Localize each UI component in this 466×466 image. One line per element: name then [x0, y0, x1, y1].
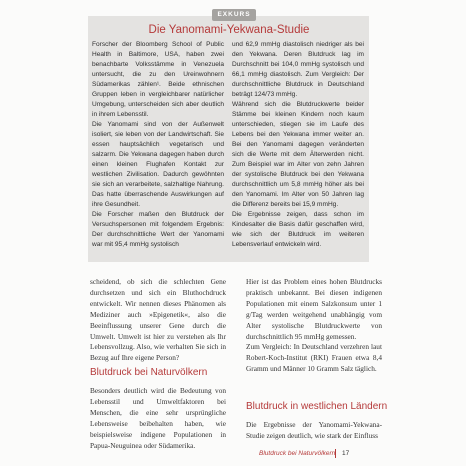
section-heading-westliche-laender: Blutdruck in westlichen Ländern	[246, 401, 388, 412]
body-text-left	[90, 277, 226, 364]
section-heading-naturvoelker: Blutdruck bei Naturvölkern	[90, 367, 208, 378]
exkurs-title: Die Yanomami-Yekwana-Studie	[148, 24, 310, 36]
body-paragraph: Die Ergebnisse der Yanomami-Yekwana-Studie zeigen deutlich, wie stark der Einfluss	[246, 420, 382, 440]
footer-section-label: Blutdruck bei Naturvölkern	[259, 450, 336, 457]
body-paragraph: scheidend, ob sich die schlechten Gene durchsetzen und sich ein Bluthochdruck entwickelt. Wir nennen dieses Phänomen als Mediziner auch »Epigenetik«, also die Beeinflussung unserer Gene durch die Umwelt. Umwelt ist hier zu verstehen als Ihr Lebensvollzug. Also, wie verhalten Sie sich in Bezug auf Ihre eigene Person?	[90, 277, 226, 363]
exkurs-right-column	[232, 40, 364, 250]
exkurs-paragraph: und 62,9 mmHg diastolisch niedriger als bei den Yekwana. Deren Blutdruck lag im Durchschnitt bei 104,0 mmHg systolisch und 66,1 mmHg diastolisch. Zum Vergleich: Der durchschnittliche Blutdruck in Deutschland beträgt 124/73 mmHg.	[232, 41, 364, 98]
body-paragraph: Hier ist das Problem eines hohen Blutdrucks praktisch unbekannt. Bei diesen indigenen Populationen mit einem Salzkonsum unter 1 g/Tag werden weitgehend unabhängig vom Alter systolische Blutdruckwerte von durchschnittlich 95 mmHg gemessen.	[246, 277, 382, 341]
exkurs-paragraph: Während sich die Blutdruckwerte beider Stämme bei kleinen Kindern noch kaum unterschieden, stiegen sie im Laufe des Lebens bei den Yekwana immer weiter an. Bei den Yanomami dagegen veränderten sich die Werte mit dem Älterwerden nicht. Zum Beispiel war im Alter von zehn Jahren der systolische Blutdruck bei den Yekwana durchschnittlich um 5,8 mmHg höher als bei den Yanomami. Im Alter von 50 Jahren lag die Differenz bereits bei 15,9 mmHg.	[232, 101, 364, 208]
page-number: 17	[342, 450, 350, 457]
exkurs-paragraph: Die Yanomami sind von der Außenwelt isoliert, sie leben von der Landwirtschaft. Sie essen hauptsächlich vegetarisch und salzarm. Die Yekwana dagegen haben durch einen kleinen Flughafen Kontakt zur westlichen Zivilisation. Dadurch gewöhnten sie sich an verarbeitete, salzhaltige Nahrung. Das hatte überraschende Auswirkungen auf ihre Gesundheit.	[92, 121, 224, 208]
footer-divider	[335, 449, 336, 458]
exkurs-left-column	[92, 40, 224, 250]
exkurs-paragraph: Forscher der Bloomberg School of Public Health in Baltimore, USA, haben zwei benachbarte Volksstämme in Venezuela untersucht, die zu den Ureinwohnern Südamerikas zählen¹. Beide ethnischen Gruppen leben in vergleichbarer natürlicher Umgebung, unterscheiden sich aber deutlich in ihrem Lebensstil.	[92, 41, 224, 118]
exkurs-tag: EXKURS	[212, 9, 256, 21]
body-paragraph: Besonders deutlich wird die Bedeutung von Lebensstil und Umweltfaktoren bei Menschen, die eine sehr ursprüngliche Lebensweise beibehalten haben, wie beispielsweise indigene Populationen in Papua-Neuguinea oder Südamerika.	[90, 386, 226, 450]
body-paragraph: Zum Vergleich: In Deutschland verzehren laut Robert-Koch-Institut (RKI) Frauen etwa 8,4 Gramm und Männer 10 Gramm Salz täglich.	[246, 342, 382, 374]
exkurs-paragraph: Die Forscher maßen den Blutdruck der Versuchspersonen mit folgendem Ergebnis: Der durchschnittliche Wert der Yanomami war mit 95,4 mmHg systolisch	[92, 211, 224, 248]
exkurs-paragraph: Die Ergebnisse zeigen, dass schon im Kindesalter die Basis dafür geschaffen wird, wie sich der Blutdruck im weiteren Lebensverlauf entwickeln wird.	[232, 211, 364, 248]
body-text-right	[246, 277, 382, 375]
